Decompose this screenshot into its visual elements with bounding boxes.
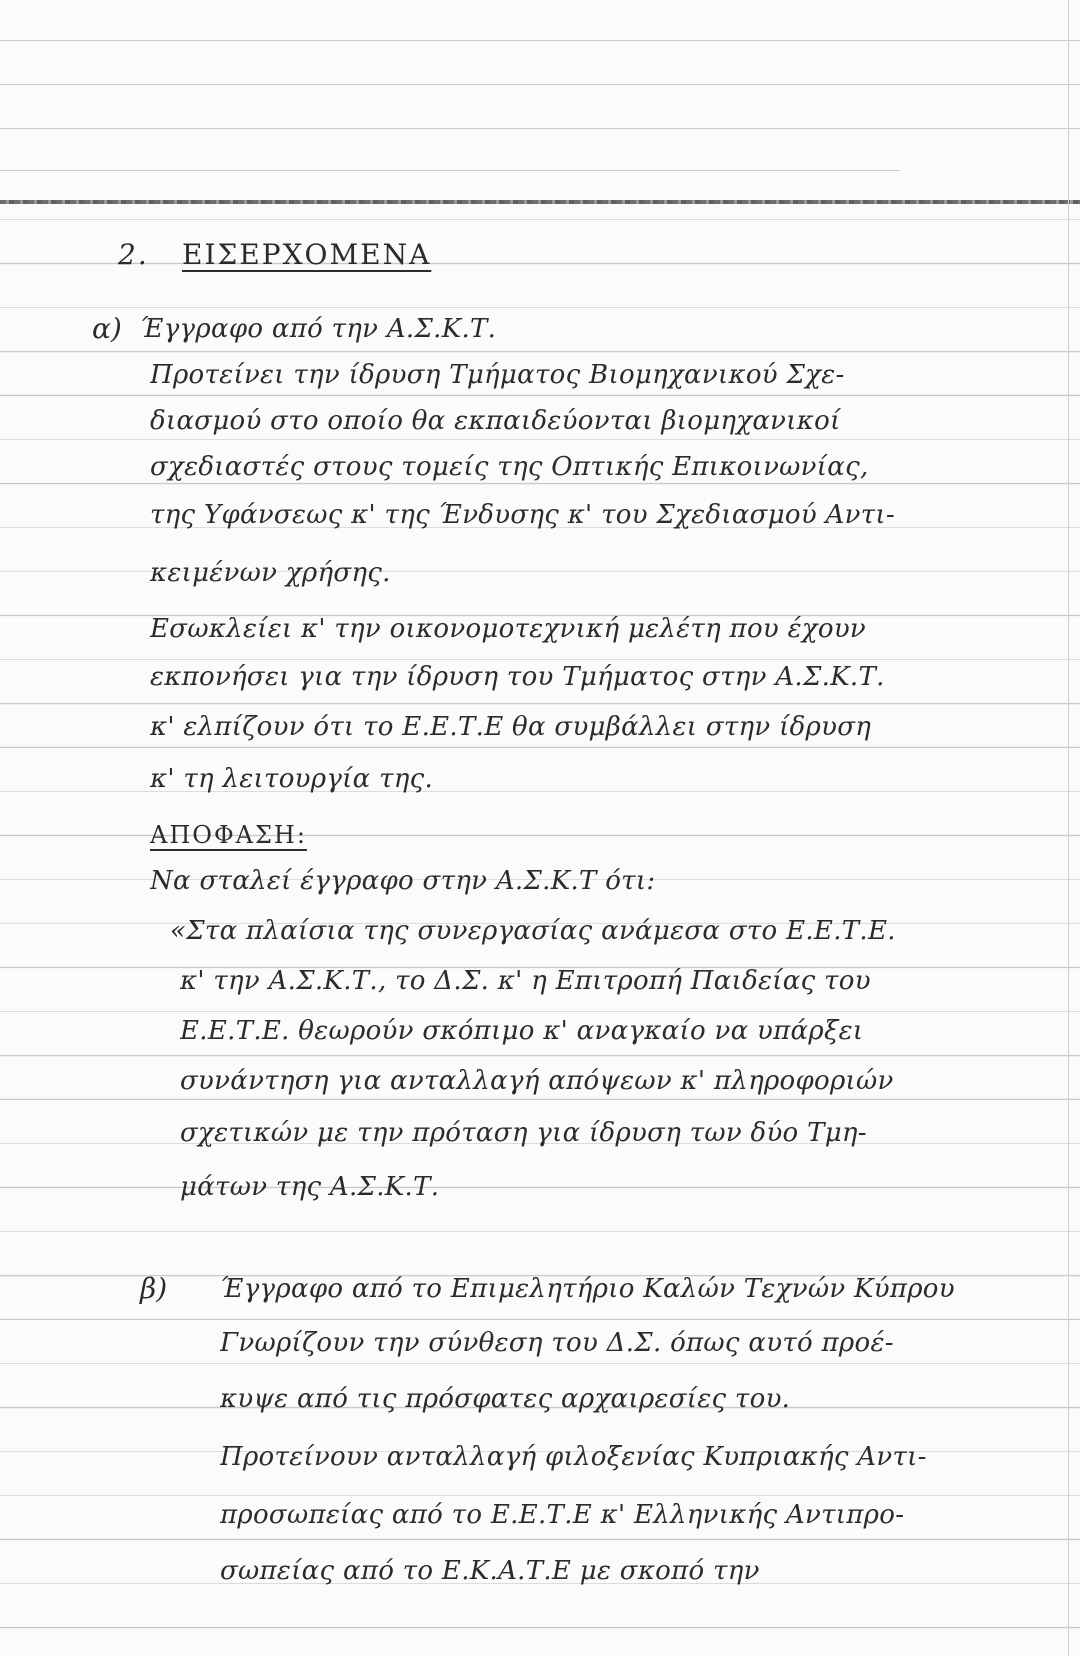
item-a-label: α) (92, 312, 122, 345)
item-a-line: διασμού στο οποίο θα εκπαιδεύονται βιομηχανικοί (150, 406, 841, 436)
item-a-line: κ' ελπίζουν ότι το Ε.Ε.Τ.Ε θα συμβάλλει στην ίδρυση (150, 712, 872, 742)
decision-line: Να σταλεί έγγραφο στην Α.Σ.Κ.Τ ότι: (150, 866, 656, 896)
item-b-line: Προτείνουν ανταλλαγή φιλοξενίας Κυπριακής Αντι- (220, 1442, 927, 1472)
item-b-line: σωπείας από το Ε.Κ.Α.Τ.Ε με σκοπό την (220, 1556, 760, 1586)
decision-label: ΑΠΟΦΑΣΗ: (150, 821, 307, 849)
item-b-line: Έγγραφο από το Επιμελητήριο Καλών Τεχνών Κύπρου (220, 1274, 955, 1304)
decision-line: Ε.Ε.Τ.Ε. θεωρούν σκόπιμο κ' αναγκαίο να υπάρξει (180, 1016, 864, 1046)
item-b-line: Γνωρίζουν την σύνθεση του Δ.Σ. όπως αυτό προέ- (220, 1328, 894, 1358)
section-number: 2. (118, 238, 149, 271)
item-b-line: κυψε από τις πρόσφατες αρχαιρεσίες του. (220, 1384, 791, 1414)
item-a-line: της Υφάνσεως κ' της Ένδυσης κ' του Σχεδιασμού Αντι- (150, 500, 895, 530)
decision-line: κ' την Α.Σ.Κ.Τ., το Δ.Σ. κ' η Επιτροπή Παιδείας του (180, 966, 871, 996)
item-a-line: κ' τη λειτουργία της. (150, 764, 434, 794)
item-b-line: προσωπείας από το Ε.Ε.Τ.Ε κ' Ελληνικής Αντιπρο- (220, 1500, 905, 1530)
item-a-line: κειμένων χρήσης. (150, 558, 391, 588)
item-a-line: Προτείνει την ίδρυση Τμήματος Βιομηχανικού Σχε- (150, 360, 845, 390)
decision-line: συνάντηση για ανταλλαγή απόψεων κ' πληροφοριών (180, 1066, 894, 1096)
item-a-line: Έγγραφο από την Α.Σ.Κ.Τ. (140, 314, 497, 344)
decision-line: σχετικών με την πρόταση για ίδρυση των δύο Τμη- (180, 1118, 867, 1148)
section-title: ΕΙΣΕΡΧΟΜΕΝΑ (182, 238, 432, 271)
decision-line: «Στα πλαίσια της συνεργασίας ανάμεσα στο Ε.Ε.Τ.Ε. (170, 916, 896, 946)
item-a-line: Εσωκλείει κ' την οικονομοτεχνική μελέτη που έχουν (150, 614, 867, 644)
item-a-line: σχεδιαστές στους τομείς της Οπτικής Επικοινωνίας, (150, 452, 869, 482)
item-a-line: εκπονήσει για την ίδρυση του Τμήματος στην Α.Σ.Κ.Τ. (150, 662, 885, 692)
item-b-label: β) (140, 1272, 168, 1305)
decision-line: μάτων της Α.Σ.Κ.Τ. (180, 1172, 440, 1202)
